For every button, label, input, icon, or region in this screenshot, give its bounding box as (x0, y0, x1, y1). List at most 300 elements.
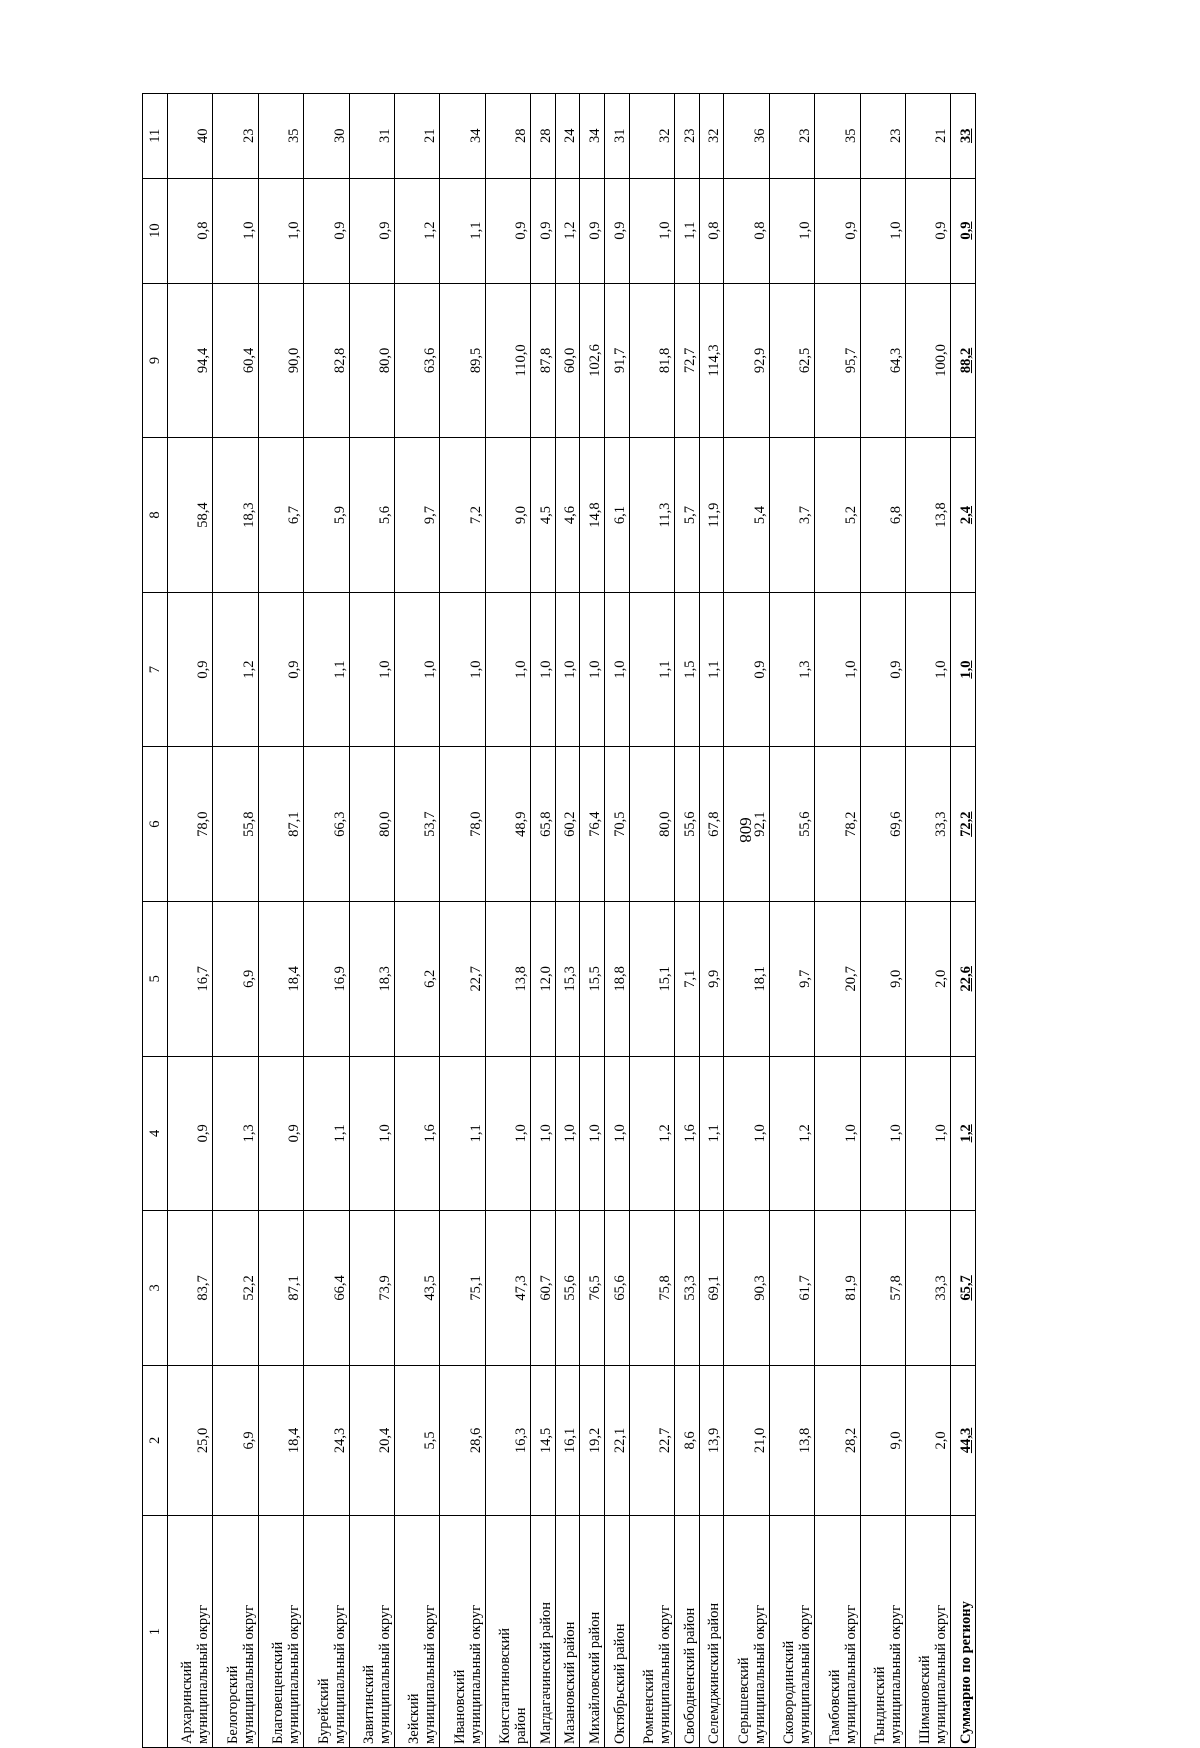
value-cell-col-4: 1,0 (555, 1056, 580, 1211)
value-cell-col-11: 31 (349, 94, 394, 179)
column-header-2: 2 (143, 1365, 168, 1515)
district-name-cell (699, 1516, 724, 1748)
value-cell-col-10: 0,9 (815, 178, 860, 283)
total-value: 1,0 (958, 660, 974, 679)
value-cell-col-8: 3,7 (769, 438, 814, 593)
value-cell-col-5: 20,7 (815, 901, 860, 1056)
value-cell-col-2: 16,3 (485, 1365, 530, 1515)
value-cell-col-2: 14,5 (531, 1365, 556, 1515)
value-cell-col-8: 4,6 (555, 438, 580, 593)
district-name-line: Бурейский (315, 1678, 332, 1744)
total-value: 2,4 (958, 505, 974, 525)
value-cell-col-8: 5,7 (675, 438, 700, 593)
total-value: 22,6 (958, 966, 974, 992)
total-value: 72,2 (958, 811, 974, 837)
value-cell-col-9: 87,8 (531, 283, 556, 438)
district-name-cell (258, 1516, 303, 1748)
district-name-line: Белогорский (224, 1665, 241, 1744)
value-cell-col-3: 57,8 (860, 1211, 905, 1366)
value-cell-col-5: 18,8 (605, 901, 630, 1056)
table-row (580, 94, 605, 1748)
value-cell-col-7: 1,0 (349, 592, 394, 747)
value-cell-col-7: 1,2 (213, 592, 258, 747)
table-row (629, 94, 674, 1748)
value-cell-col-8: 5,4 (724, 438, 769, 593)
value-cell-col-10: 0,9 (349, 178, 394, 283)
value-cell-col-10: 1,0 (769, 178, 814, 283)
value-cell-col-5: 6,9 (213, 901, 258, 1056)
district-name-line: муниципальный округ (286, 1604, 303, 1744)
value-cell-col-8: 5,2 (815, 438, 860, 593)
district-name-line: муниципальный округ (933, 1604, 950, 1744)
value-cell-col-3: 69,1 (699, 1211, 724, 1366)
total-value-cell-col-4 (951, 1056, 976, 1211)
value-cell-col-6: 65,8 (531, 747, 556, 902)
district-name-cell (580, 1516, 605, 1748)
value-cell-col-3: 60,7 (531, 1211, 556, 1366)
table-row (724, 94, 769, 1748)
value-cell-col-10: 0,9 (304, 178, 349, 283)
table-row (440, 94, 485, 1748)
value-cell-col-8: 7,2 (440, 438, 485, 593)
district-name-cell (675, 1516, 700, 1748)
value-cell-col-9: 63,6 (394, 283, 439, 438)
value-cell-col-9: 102,6 (580, 283, 605, 438)
district-name-cell (629, 1516, 674, 1748)
district-name-line: муниципальный округ (240, 1604, 257, 1744)
district-name-line: муниципальный округ (751, 1604, 768, 1744)
total-value: 44,3 (958, 1427, 974, 1454)
value-cell-col-3: 66,4 (304, 1211, 349, 1366)
value-cell-col-8: 9,0 (485, 438, 530, 593)
value-cell-col-7: 0,9 (258, 592, 303, 747)
value-cell-col-11: 21 (905, 94, 950, 179)
value-cell-col-2: 5,5 (394, 1365, 439, 1515)
value-cell-col-7: 1,5 (675, 592, 700, 747)
value-cell-col-2: 6,9 (213, 1365, 258, 1515)
value-cell-col-9: 94,4 (168, 283, 213, 438)
district-name-line: Архаринский (179, 1661, 196, 1744)
value-cell-col-5: 6,2 (394, 901, 439, 1056)
value-cell-col-6: 67,8 (699, 747, 724, 902)
value-cell-col-2: 13,9 (699, 1365, 724, 1515)
value-cell-col-10: 1,1 (675, 178, 700, 283)
value-cell-col-8: 11,3 (629, 438, 674, 593)
value-cell-col-10: 0,9 (605, 178, 630, 283)
value-cell-col-4: 1,0 (605, 1056, 630, 1211)
value-cell-col-3: 55,6 (555, 1211, 580, 1366)
value-cell-col-5: 2,0 (905, 901, 950, 1056)
value-cell-col-8: 14,8 (580, 438, 605, 593)
value-cell-col-10: 1,2 (394, 178, 439, 283)
district-name-line: Серышевский (735, 1657, 752, 1744)
district-name-cell (304, 1516, 349, 1748)
value-cell-col-2: 21,0 (724, 1365, 769, 1515)
value-cell-col-2: 24,3 (304, 1365, 349, 1515)
value-cell-col-4: 1,0 (905, 1056, 950, 1211)
district-name-line: Селемджинский район (706, 1602, 723, 1744)
value-cell-col-3: 75,8 (629, 1211, 674, 1366)
district-name-line: Ивановский (451, 1669, 468, 1744)
district-name-line: Тамбовский (826, 1669, 843, 1744)
value-cell-col-5: 15,3 (555, 901, 580, 1056)
column-header-5: 5 (143, 901, 168, 1056)
district-name-line: Тындинский (871, 1666, 888, 1744)
value-cell-col-6: 87,1 (258, 747, 303, 902)
value-cell-col-9: 62,5 (769, 283, 814, 438)
value-cell-col-10: 1,0 (213, 178, 258, 283)
value-cell-col-3: 90,3 (724, 1211, 769, 1366)
total-value: 33 (958, 128, 974, 144)
value-cell-col-3: 65,6 (605, 1211, 630, 1366)
value-cell-col-2: 18,4 (258, 1365, 303, 1515)
value-cell-col-4: 0,9 (258, 1056, 303, 1211)
value-cell-col-5: 12,0 (531, 901, 556, 1056)
value-cell-col-8: 6,7 (258, 438, 303, 593)
value-cell-col-4: 1,1 (304, 1056, 349, 1211)
district-name-cell (440, 1516, 485, 1748)
value-cell-col-7: 1,0 (815, 592, 860, 747)
value-cell-col-3: 52,2 (213, 1211, 258, 1366)
table-row (168, 94, 213, 1748)
value-cell-col-6: 60,2 (555, 747, 580, 902)
column-header-6: 6 (143, 747, 168, 902)
district-name-cell (724, 1516, 769, 1748)
district-name-cell (905, 1516, 950, 1748)
value-cell-col-6: 55,8 (213, 747, 258, 902)
value-cell-col-2: 25,0 (168, 1365, 213, 1515)
value-cell-col-3: 73,9 (349, 1211, 394, 1366)
value-cell-col-2: 28,6 (440, 1365, 485, 1515)
district-name-line: муниципальный округ (842, 1604, 859, 1744)
value-cell-col-5: 18,4 (258, 901, 303, 1056)
table-row (258, 94, 303, 1748)
value-cell-col-9: 91,7 (605, 283, 630, 438)
value-cell-col-9: 60,0 (555, 283, 580, 438)
value-cell-col-3: 53,3 (675, 1211, 700, 1366)
column-header-10: 10 (143, 178, 168, 283)
district-name-line: Октябрьский район (611, 1623, 628, 1744)
value-cell-col-9: 92,9 (724, 283, 769, 438)
value-cell-col-3: 43,5 (394, 1211, 439, 1366)
value-cell-col-6: 78,0 (168, 747, 213, 902)
value-cell-col-5: 7,1 (675, 901, 700, 1056)
district-name-line: муниципальный округ (195, 1604, 212, 1744)
value-cell-col-11: 28 (531, 94, 556, 179)
value-cell-col-4: 1,6 (394, 1056, 439, 1211)
value-cell-col-6: 70,5 (605, 747, 630, 902)
district-name-line: муниципальный округ (422, 1604, 439, 1744)
column-header-8: 8 (143, 438, 168, 593)
value-cell-col-6: 92,1 (724, 747, 769, 902)
total-value: 88,2 (958, 347, 974, 374)
value-cell-col-9: 114,3 (699, 283, 724, 438)
value-cell-col-9: 82,8 (304, 283, 349, 438)
district-name-line: Свободненский район (681, 1607, 698, 1744)
district-name-cell (349, 1516, 394, 1748)
value-cell-col-7: 1,3 (769, 592, 814, 747)
value-cell-col-4: 1,2 (769, 1056, 814, 1211)
value-cell-col-4: 1,0 (531, 1056, 556, 1211)
table-row (485, 94, 530, 1748)
district-name-line: Ромненский (641, 1669, 658, 1744)
total-value: 65,7 (958, 1275, 974, 1301)
value-cell-col-4: 1,1 (699, 1056, 724, 1211)
value-cell-col-4: 1,0 (349, 1056, 394, 1211)
district-name-cell (769, 1516, 814, 1748)
value-cell-col-6: 80,0 (629, 747, 674, 902)
value-cell-col-8: 13,8 (905, 438, 950, 593)
value-cell-col-3: 33,3 (905, 1211, 950, 1366)
value-cell-col-4: 1,2 (629, 1056, 674, 1211)
total-row (951, 94, 976, 1748)
column-header-7: 7 (143, 592, 168, 747)
value-cell-col-9: 72,7 (675, 283, 700, 438)
value-cell-col-10: 1,2 (555, 178, 580, 283)
value-cell-col-10: 0,8 (168, 178, 213, 283)
value-cell-col-10: 1,0 (860, 178, 905, 283)
district-name-line: Магдагачинский район (537, 1601, 554, 1744)
total-value: 0,9 (958, 221, 974, 240)
value-cell-col-9: 100,0 (905, 283, 950, 438)
column-header-3: 3 (143, 1211, 168, 1366)
value-cell-col-6: 55,6 (675, 747, 700, 902)
district-name-line: муниципальный округ (331, 1604, 348, 1744)
value-cell-col-6: 66,3 (304, 747, 349, 902)
value-cell-col-7: 1,0 (531, 592, 556, 747)
value-cell-col-7: 1,0 (905, 592, 950, 747)
value-cell-col-4: 1,3 (213, 1056, 258, 1211)
value-cell-col-9: 80,0 (349, 283, 394, 438)
column-header-4: 4 (143, 1056, 168, 1211)
column-header-11: 11 (143, 94, 168, 179)
total-value-cell-col-7 (951, 592, 976, 747)
value-cell-col-4: 1,0 (485, 1056, 530, 1211)
district-name-line: район (513, 1707, 530, 1744)
district-name-cell (860, 1516, 905, 1748)
value-cell-col-9: 95,7 (815, 283, 860, 438)
value-cell-col-5: 13,8 (485, 901, 530, 1056)
district-name-line: Сковородинский (781, 1640, 798, 1744)
total-value-cell-col-3 (951, 1211, 976, 1366)
value-cell-col-5: 15,1 (629, 901, 674, 1056)
value-cell-col-11: 28 (485, 94, 530, 179)
value-cell-col-3: 87,1 (258, 1211, 303, 1366)
value-cell-col-4: 1,6 (675, 1056, 700, 1211)
value-cell-col-11: 34 (440, 94, 485, 179)
table-row (905, 94, 950, 1748)
value-cell-col-7: 1,0 (555, 592, 580, 747)
value-cell-col-5: 22,7 (440, 901, 485, 1056)
value-cell-col-2: 8,6 (675, 1365, 700, 1515)
district-name-line: муниципальный округ (797, 1604, 814, 1744)
value-cell-col-3: 47,3 (485, 1211, 530, 1366)
table-row (675, 94, 700, 1748)
value-cell-col-7: 1,1 (629, 592, 674, 747)
value-cell-col-5: 18,3 (349, 901, 394, 1056)
value-cell-col-7: 1,0 (394, 592, 439, 747)
district-name-line: Константиновский (497, 1628, 514, 1744)
table-row (815, 94, 860, 1748)
value-cell-col-6: 69,6 (860, 747, 905, 902)
table-body (143, 94, 976, 1748)
value-cell-col-7: 1,1 (304, 592, 349, 747)
value-cell-col-2: 22,1 (605, 1365, 630, 1515)
table-row (394, 94, 439, 1748)
district-name-line: муниципальный округ (467, 1604, 484, 1744)
value-cell-col-4: 1,0 (815, 1056, 860, 1211)
value-cell-col-11: 21 (394, 94, 439, 179)
value-cell-col-3: 76,5 (580, 1211, 605, 1366)
value-cell-col-2: 20,4 (349, 1365, 394, 1515)
value-cell-col-10: 0,9 (531, 178, 556, 283)
total-value: 1,2 (958, 1124, 974, 1143)
value-cell-col-9: 81,8 (629, 283, 674, 438)
value-cell-col-7: 1,0 (485, 592, 530, 747)
value-cell-col-9: 64,3 (860, 283, 905, 438)
column-header-1: 1 (143, 1516, 168, 1748)
value-cell-col-3: 61,7 (769, 1211, 814, 1366)
total-value-cell-col-8 (951, 438, 976, 593)
value-cell-col-6: 78,0 (440, 747, 485, 902)
district-name-line: муниципальный округ (887, 1604, 904, 1744)
value-cell-col-5: 9,9 (699, 901, 724, 1056)
total-value-cell-col-6 (951, 747, 976, 902)
table-row (699, 94, 724, 1748)
statistics-table (142, 93, 976, 1748)
value-cell-col-5: 16,7 (168, 901, 213, 1056)
district-name-cell (555, 1516, 580, 1748)
value-cell-col-6: 80,0 (349, 747, 394, 902)
value-cell-col-5: 16,9 (304, 901, 349, 1056)
value-cell-col-9: 89,5 (440, 283, 485, 438)
value-cell-col-8: 5,9 (304, 438, 349, 593)
value-cell-col-9: 60,4 (213, 283, 258, 438)
value-cell-col-8: 18,3 (213, 438, 258, 593)
value-cell-col-10: 0,8 (724, 178, 769, 283)
value-cell-col-2: 22,7 (629, 1365, 674, 1515)
value-cell-col-4: 1,0 (724, 1056, 769, 1211)
page-number: 608 (736, 817, 755, 843)
value-cell-col-3: 75,1 (440, 1211, 485, 1366)
value-cell-col-7: 1,0 (580, 592, 605, 747)
table-row (860, 94, 905, 1748)
value-cell-col-8: 4,5 (531, 438, 556, 593)
value-cell-col-10: 0,9 (905, 178, 950, 283)
column-number-row (143, 94, 168, 1748)
district-name-line: Михайловский район (587, 1611, 604, 1744)
value-cell-col-2: 13,8 (769, 1365, 814, 1515)
total-value-cell-col-2 (951, 1365, 976, 1515)
district-name-line: Зейский (406, 1693, 423, 1744)
district-name-cell (485, 1516, 530, 1748)
value-cell-col-11: 24 (555, 94, 580, 179)
value-cell-col-4: 1,0 (580, 1056, 605, 1211)
district-name-cell (605, 1516, 630, 1748)
value-cell-col-4: 1,0 (860, 1056, 905, 1211)
value-cell-col-10: 1,1 (440, 178, 485, 283)
value-cell-col-10: 0,8 (699, 178, 724, 283)
value-cell-col-6: 55,6 (769, 747, 814, 902)
value-cell-col-5: 9,7 (769, 901, 814, 1056)
value-cell-col-8: 6,1 (605, 438, 630, 593)
district-name-line: Шимановский (917, 1655, 934, 1744)
value-cell-col-6: 78,2 (815, 747, 860, 902)
district-name-cell (394, 1516, 439, 1748)
value-cell-col-9: 110,0 (485, 283, 530, 438)
district-name-line: Завитинский (360, 1664, 377, 1744)
value-cell-col-8: 5,6 (349, 438, 394, 593)
value-cell-col-4: 0,9 (168, 1056, 213, 1211)
table-row (769, 94, 814, 1748)
value-cell-col-11: 36 (724, 94, 769, 179)
value-cell-col-7: 0,9 (860, 592, 905, 747)
value-cell-col-11: 23 (675, 94, 700, 179)
value-cell-col-5: 9,0 (860, 901, 905, 1056)
total-value-cell-col-11 (951, 94, 976, 179)
value-cell-col-10: 0,9 (580, 178, 605, 283)
district-name-cell (531, 1516, 556, 1748)
district-name-cell (168, 1516, 213, 1748)
district-name-cell (815, 1516, 860, 1748)
value-cell-col-7: 1,0 (605, 592, 630, 747)
value-cell-col-6: 53,7 (394, 747, 439, 902)
value-cell-col-7: 0,9 (168, 592, 213, 747)
value-cell-col-6: 76,4 (580, 747, 605, 902)
value-cell-col-11: 23 (213, 94, 258, 179)
value-cell-col-2: 9,0 (860, 1365, 905, 1515)
value-cell-col-11: 31 (605, 94, 630, 179)
value-cell-col-4: 1,1 (440, 1056, 485, 1211)
value-cell-col-10: 0,9 (485, 178, 530, 283)
value-cell-col-6: 33,3 (905, 747, 950, 902)
district-name-cell (213, 1516, 258, 1748)
total-value-cell-col-9 (951, 283, 976, 438)
district-name-line: Мазановский район (562, 1621, 579, 1744)
value-cell-col-8: 6,8 (860, 438, 905, 593)
value-cell-col-10: 1,0 (629, 178, 674, 283)
value-cell-col-2: 2,0 (905, 1365, 950, 1515)
value-cell-col-5: 18,1 (724, 901, 769, 1056)
value-cell-col-8: 11,9 (699, 438, 724, 593)
value-cell-col-11: 35 (258, 94, 303, 179)
table-row (213, 94, 258, 1748)
table-row (555, 94, 580, 1748)
value-cell-col-10: 1,0 (258, 178, 303, 283)
value-cell-col-11: 35 (815, 94, 860, 179)
value-cell-col-3: 83,7 (168, 1211, 213, 1366)
value-cell-col-11: 23 (769, 94, 814, 179)
value-cell-col-5: 15,5 (580, 901, 605, 1056)
value-cell-col-2: 16,1 (555, 1365, 580, 1515)
value-cell-col-7: 1,1 (699, 592, 724, 747)
value-cell-col-7: 0,9 (724, 592, 769, 747)
value-cell-col-11: 23 (860, 94, 905, 179)
column-header-9: 9 (143, 283, 168, 438)
district-name-line: Благовещенский (270, 1641, 287, 1744)
table-row (605, 94, 630, 1748)
value-cell-col-9: 90,0 (258, 283, 303, 438)
value-cell-col-6: 48,9 (485, 747, 530, 902)
value-cell-col-11: 32 (629, 94, 674, 179)
value-cell-col-8: 9,7 (394, 438, 439, 593)
total-value-cell-col-10 (951, 178, 976, 283)
value-cell-col-11: 40 (168, 94, 213, 179)
value-cell-col-2: 28,2 (815, 1365, 860, 1515)
value-cell-col-8: 58,4 (168, 438, 213, 593)
table-row (304, 94, 349, 1748)
value-cell-col-11: 32 (699, 94, 724, 179)
